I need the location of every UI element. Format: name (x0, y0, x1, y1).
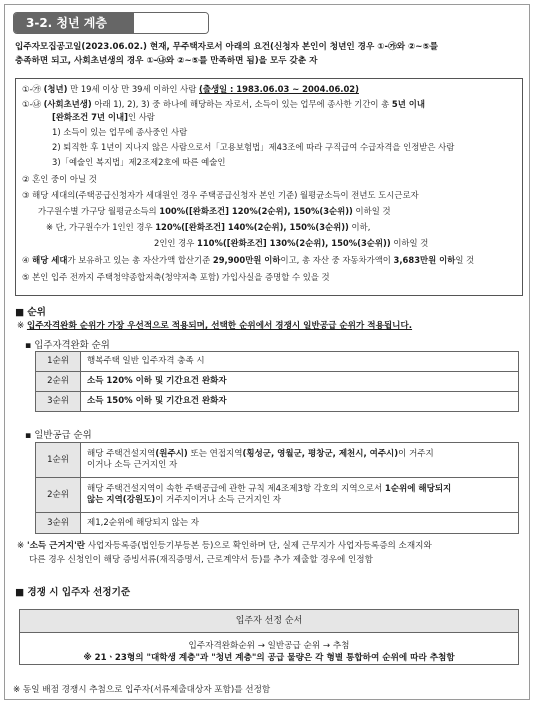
rank-desc-cell: 제1,2순위에 해당되지 않는 자 (81, 513, 519, 534)
general-rank-table (35, 442, 519, 534)
section-title: 3-2. 청년 계층 (14, 13, 134, 33)
relax-rank-table (35, 351, 519, 412)
footer-note: ※ 동일 배점 경쟁시 추첨으로 입주자(서류제출대상자 포함)를 선정함 (13, 685, 271, 695)
selection-box-title: 입주자 선정 순서 (20, 610, 518, 633)
selection-box (19, 609, 519, 665)
rank-cell: 2순위 (36, 478, 81, 513)
rank-desc-cell: 소득 150% 이하 및 기간요건 완화자 (81, 392, 519, 412)
selection-order: 입주자격완화순위 → 일반공급 순위 → 추첨 (188, 641, 350, 651)
criterion-new-worker-cont: [완화조건 7년 이내]인 사람 (52, 112, 155, 122)
rank-cell: 2순위 (36, 372, 81, 392)
criterion-item-1: 1) 소득이 있는 업무에 종사중인 사람 (52, 127, 188, 137)
rank-desc-cell: 소득 120% 이하 및 기간요건 완화자 (81, 372, 519, 392)
rank-desc-cell: 해당 주택건설지역(원주시) 또는 연접지역(횡성군, 영월군, 평창군, 제천시, 여주시)이 거주지 이거나 소득 근거지인 자 (81, 443, 519, 478)
criterion-income-2: 가구원수별 가구당 월평균소득의 100%([완화조건] 120%(2순위), 150%(3순위)) 이하일 것 (38, 206, 391, 216)
rank-cell: 1순위 (36, 443, 81, 478)
rank-heading: ■ 순위 (15, 307, 46, 318)
criterion-item-2: 2) 퇴직한 후 1년이 지나지 않은 사람으로서「고용보험법」제43조에 따라 구직급여 수급자격을 인정받은 사람 (52, 142, 455, 152)
intro-line-2: 충족하면 되고, 사회초년생의 경우 ①-㉯와 ②~⑤를 만족하면 됨)을 모두 갖춘 자 (15, 56, 318, 66)
criterion-income-4: 2인인 경우 110%([완화조건] 130%(2순위), 150%(3순위)) 이하일 것 (154, 238, 429, 248)
selection-heading: ■ 경쟁 시 입주자 선정기준 (15, 587, 131, 598)
selection-note: ※ 21ㆍ23형의 "대학생 계층"과 "청년 계층"의 공급 물량은 각 형별 통합하여 순위에 따라 추첨함 (83, 653, 455, 663)
criteria-box (15, 78, 523, 296)
criterion-unmarried: ② 혼인 중이 아닐 것 (22, 174, 97, 184)
table-row (36, 478, 519, 513)
table-row (36, 443, 519, 478)
criterion-income-1: ③ 해당 세대의(주택공급신청자가 세대원인 경우 주택공급신청자 본인 기준) 월평균소득이 전년도 도시근로자 (22, 190, 419, 200)
general-rank-heading: ▪ 일반공급 순위 (25, 430, 92, 441)
document-page (4, 4, 530, 700)
criterion-savings: ⑤ 본인 입주 전까지 주택청약종합저축(청약저축 포함) 가입사실을 증명할 수 있을 것 (22, 272, 330, 282)
rank-cell: 3순위 (36, 513, 81, 534)
intro-line-1: 입주자모집공고일(2023.06.02.) 현재, 무주택자로서 아래의 요건(신청자 본인이 청년인 경우 ①-㉮와 ②~⑤를 (15, 42, 439, 52)
relax-rank-heading: ▪ 입주자격완화 순위 (25, 340, 110, 351)
income-base-note-2: 다른 경우 신청인이 해당 증빙서류(재직증명서, 근로계약서 등)를 추가 제출할 경우에 인정함 (29, 555, 373, 565)
table-row (36, 352, 519, 372)
rank-desc-cell: 행복주택 일반 입주자격 충족 시 (81, 352, 519, 372)
criterion-item-3: 3)「예술인 복지법」제2조제2호에 따른 예술인 (52, 157, 226, 167)
rank-desc-cell: 해당 주택건설지역이 속한 주택공급에 관한 규칙 제4조제3항 각호의 지역으로서 1순위에 해당되지 않는 지역(강원도)이 거주지이거나 소득 근거지인 자 (81, 478, 519, 513)
rank-cell: 3순위 (36, 392, 81, 412)
rank-cell: 1순위 (36, 352, 81, 372)
rank-note: ※ 입주자격완화 순위가 가장 우선적으로 적용되며, 선택한 순위에서 경쟁시 일반공급 순위가 적용됩니다. (17, 321, 413, 331)
table-row (36, 392, 519, 412)
criterion-youth: ①-㉮ (청년) 만 19세 이상 만 39세 이하인 사람 (출생일 : 1983.06.03 ~ 2004.06.02) (22, 84, 359, 94)
criterion-new-worker: ①-㉯ (사회초년생) 아래 1), 2), 3) 중 하나에 해당하는 자로서, 소득이 있는 업무에 종사한 기간이 총 5년 이내 (22, 99, 425, 109)
birth-range: (출생일 : 1983.06.03 ~ 2004.06.02) (199, 84, 359, 94)
table-row (36, 372, 519, 392)
income-base-note-1: ※ '소득 근거지'란 사업자등록증(법인등기부등본 등)으로 확인하며 단, 실제 근무지가 사업자등록증의 소재지와 (17, 541, 432, 551)
criterion-assets: ④ 해당 세대가 보유하고 있는 총 자산가액 합산기준 29,900만원 이하이고, 총 자산 중 자동차가액이 3,683만원 이하일 것 (22, 255, 475, 265)
table-row (36, 513, 519, 534)
criterion-income-3: ※ 단, 가구원수가 1인인 경우 120%([완화조건] 140%(2순위), 150%(3순위)) 이하, (46, 222, 371, 232)
section-title-bar (13, 12, 209, 34)
